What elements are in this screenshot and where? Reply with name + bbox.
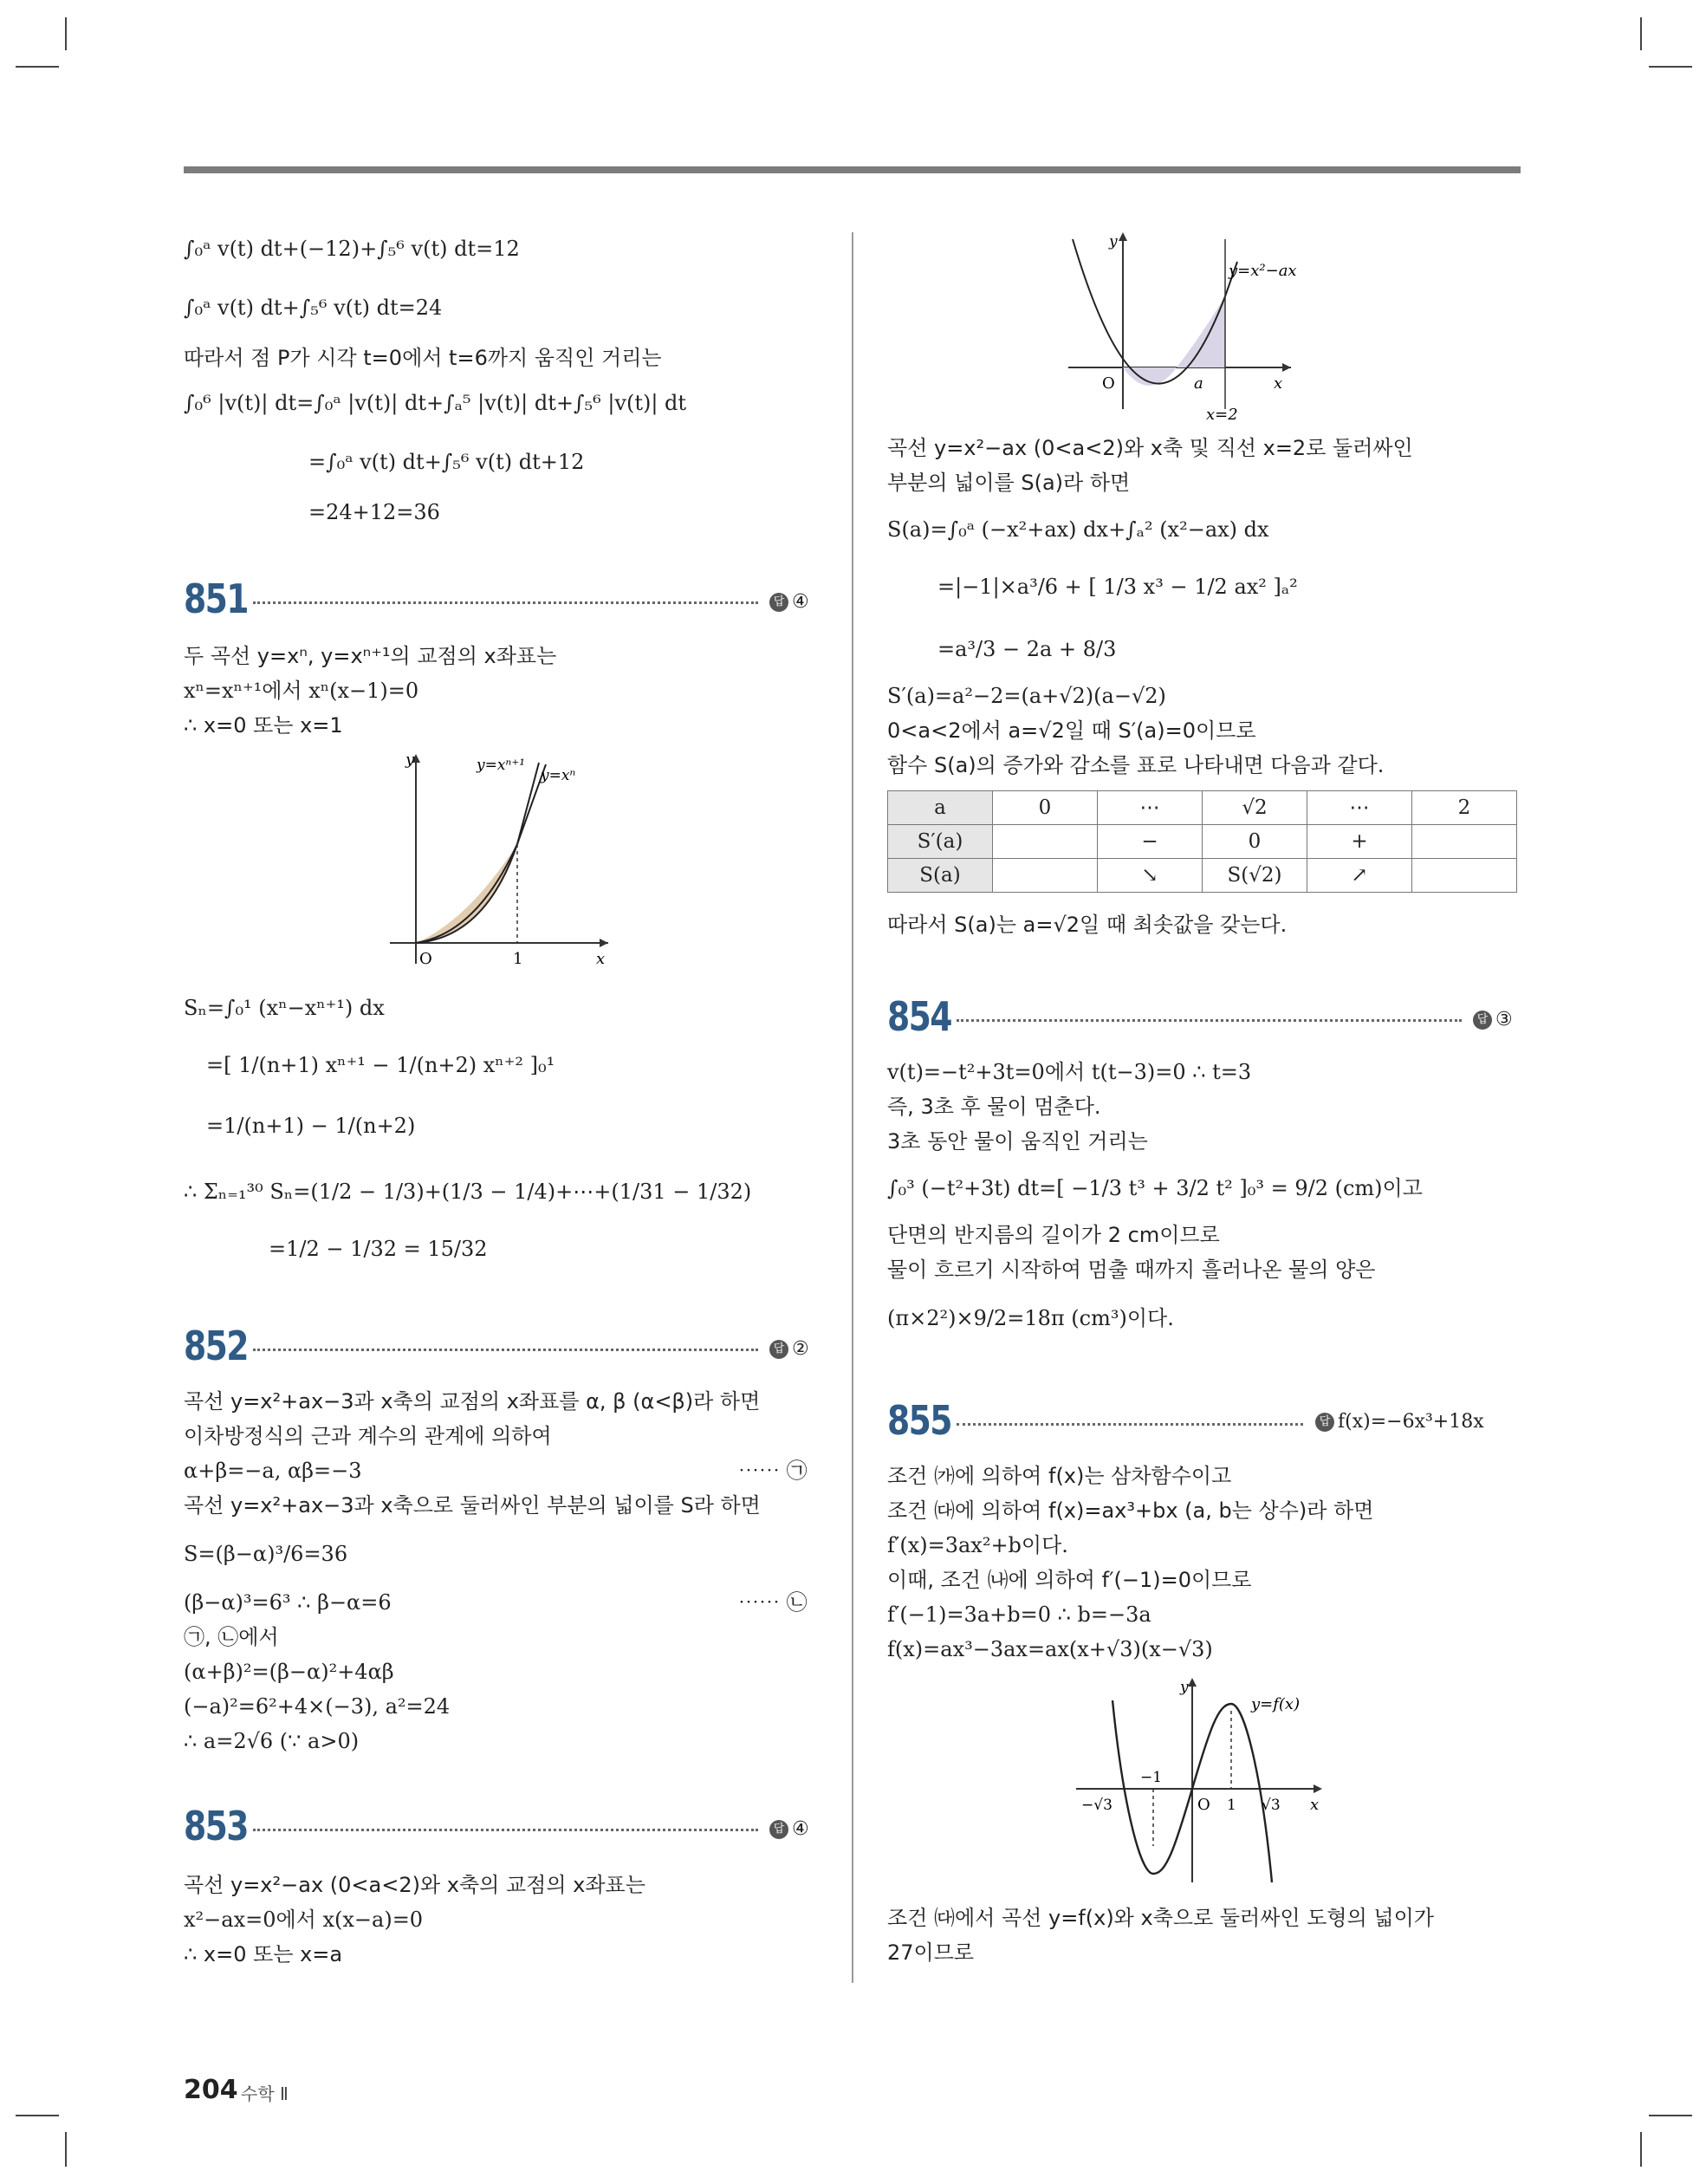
axis-label: x (1310, 1796, 1320, 1814)
math-line: ∫₀³ (−t²+3t) dt=[ −1/3 t³ + 3/2 t² ]₀³ = 9/2 (cm)이고 (887, 1176, 1423, 1200)
graph-853 (1064, 227, 1359, 428)
header-bar (184, 166, 1521, 173)
table-cell: √2 (1203, 791, 1307, 825)
line-label: x=2 (1206, 406, 1238, 424)
origin-label: O (1197, 1796, 1210, 1814)
text-line: 이때, 조건 ㈏에 의하여 f′(−1)=0이므로 (887, 1568, 1252, 1592)
math-line: ∫₀⁶ |v(t)| dt=∫₀ᵃ |v(t)| dt+∫ₐ⁵ |v(t)| dt+∫₅⁶ |v(t)| dt (184, 391, 687, 415)
axis-label: y (1180, 1679, 1189, 1696)
math-line: =∫₀ᵃ v(t) dt+∫₅⁶ v(t) dt+12 (308, 450, 585, 474)
text-line: 곡선 y=x²−ax (0<a<2)와 x축의 교점의 x좌표는 (184, 1873, 645, 1897)
table-cell: ↗ (1307, 859, 1412, 893)
origin-label: O (1102, 374, 1115, 393)
text-line: ㉠, ㉡에서 (184, 1625, 279, 1649)
table-cell (1412, 825, 1517, 859)
sign-table (887, 790, 1517, 893)
table-cell: − (1098, 825, 1203, 859)
math-line: x²−ax=0에서 x(x−a)=0 (184, 1908, 424, 1932)
math-line: α+β=−a, αβ=−3 (184, 1459, 362, 1483)
tick-label: 1 (513, 950, 523, 968)
answer-text: ② (792, 1338, 809, 1360)
crop-mark (1640, 17, 1642, 50)
tick-label: a (1194, 374, 1203, 393)
axis-label: x (596, 950, 606, 968)
math-line: S′(a)=a²−2=(a+√2)(a−√2) (887, 684, 1166, 708)
answer-badge (769, 1338, 809, 1360)
equation-mark: ⋯⋯ ㉠ (738, 1459, 808, 1483)
graph-855 (1071, 1674, 1348, 1889)
axis-label: y (405, 751, 415, 769)
table-row (888, 859, 1517, 893)
curve-label: y=f(x) (1251, 1695, 1301, 1713)
problem-number: 854 (887, 993, 951, 1040)
text-line: 단면의 반지름의 길이가 2 cm이므로 (887, 1223, 1220, 1247)
tick-label: 1 (1227, 1797, 1236, 1814)
origin-label: O (419, 950, 432, 968)
text-line: 따라서 점 P가 시각 t=0에서 t=6까지 움직인 거리는 (184, 346, 662, 370)
math-line: (β−α)³=6³ ∴ β−α=6 (184, 1590, 392, 1615)
text-line: 3초 동안 물이 움직인 거리는 (887, 1129, 1148, 1154)
table-row (888, 791, 1517, 825)
subject-label: 수학 Ⅱ (241, 2083, 289, 2104)
column-divider (852, 232, 853, 1983)
crop-mark (1649, 2115, 1692, 2116)
answer-icon: 답 (1315, 1413, 1334, 1432)
table-cell: + (1307, 825, 1412, 859)
math-line: (α+β)²=(β−α)²+4αβ (184, 1660, 394, 1684)
math-line: ∫₀ᵃ v(t) dt+∫₅⁶ v(t) dt=24 (184, 296, 443, 320)
problem-number: 852 (184, 1323, 248, 1369)
text-line: 곡선 y=x²+ax−3과 x축으로 둘러싸인 부분의 넓이를 S라 하면 (184, 1493, 761, 1518)
text-line: 조건 ㈐에 의하여 f(x)=ax³+bx (a, b는 상수)라 하면 (887, 1498, 1374, 1523)
math-line: xⁿ=xⁿ⁺¹에서 xⁿ(x−1)=0 (184, 679, 419, 703)
math-line: ∫₀ᵃ v(t) dt+(−12)+∫₅⁶ v(t) dt=12 (184, 237, 520, 261)
math-line: S=(β−α)³/6=36 (184, 1542, 348, 1566)
answer-text: ④ (792, 1818, 809, 1840)
leader-dots (957, 1423, 1303, 1426)
math-line: ∴ a=2√6 (∵ a>0) (184, 1729, 360, 1753)
math-line: =a³/3 − 2a + 8/3 (937, 637, 1117, 661)
answer-text: f(x)=−6x³+18x (1338, 1411, 1484, 1433)
text-line: 0<a<2에서 a=√2일 때 S′(a)=0이므로 (887, 718, 1256, 743)
answer-icon: 답 (1473, 1011, 1492, 1030)
math-line: (π×2²)×9/2=18π (cm³)이다. (887, 1306, 1174, 1330)
answer-badge (769, 1818, 809, 1840)
answer-icon: 답 (769, 1340, 788, 1359)
text-line: 즉, 3초 후 물이 멈춘다. (887, 1095, 1101, 1119)
math-line: (−a)²=6²+4×(−3), a²=24 (184, 1694, 451, 1719)
text-line: ∴ x=0 또는 x=a (184, 1942, 343, 1966)
leader-dots (253, 601, 758, 604)
text-line: 두 곡선 y=xⁿ, y=xⁿ⁺¹의 교점의 x좌표는 (184, 644, 557, 668)
crop-mark (16, 2115, 59, 2116)
text-line: 함수 S(a)의 증가와 감소를 표로 나타내면 다음과 같다. (887, 753, 1385, 777)
table-cell (1412, 859, 1517, 893)
text-line: 이차방정식의 근과 계수의 관계에 의하여 (184, 1424, 552, 1448)
problem-number: 851 (184, 575, 248, 622)
text-line: 부분의 넓이를 S(a)라 하면 (887, 471, 1131, 495)
crop-mark (65, 17, 67, 50)
crop-mark (65, 2132, 67, 2167)
axis-label: y (1109, 233, 1118, 250)
answer-text: ③ (1495, 1009, 1513, 1030)
text-line: 곡선 y=x²−ax (0<a<2)와 x축 및 직선 x=2로 둘러싸인 (887, 436, 1413, 460)
problem-number: 855 (887, 1397, 951, 1444)
text-line: 물이 흐르기 시작하여 멈출 때까지 흘러나온 물의 양은 (887, 1258, 1376, 1282)
text-line: 조건 ㈐에서 곡선 y=f(x)와 x축으로 둘러싸인 도형의 넓이가 (887, 1906, 1434, 1930)
table-cell: ⋯ (1307, 791, 1412, 825)
page-number: 204 (184, 2075, 238, 2105)
math-line: f(x)=ax³−3ax=ax(x+√3)(x−√3) (887, 1637, 1213, 1661)
math-line: Sₙ=∫₀¹ (xⁿ−xⁿ⁺¹) dx (184, 996, 385, 1020)
math-line: S(a)=∫₀ᵃ (−x²+ax) dx+∫ₐ² (x²−ax) dx (887, 517, 1269, 542)
table-cell: S(√2) (1203, 859, 1307, 893)
problem-number: 853 (184, 1803, 248, 1849)
table-cell (993, 859, 1098, 893)
leader-dots (253, 1349, 758, 1351)
leader-dots (957, 1019, 1462, 1022)
curve-label: y=xⁿ (541, 767, 576, 784)
table-cell: 0 (1203, 825, 1307, 859)
crop-mark (16, 66, 59, 68)
answer-badge (1473, 1009, 1513, 1030)
math-line: v(t)=−t²+3t=0에서 t(t−3)=0 ∴ t=3 (887, 1060, 1252, 1084)
graph-851 (381, 747, 615, 972)
table-cell: ↘ (1098, 859, 1203, 893)
table-cell: 0 (993, 791, 1098, 825)
leader-dots (253, 1829, 758, 1831)
math-line: ∴ Σₙ₌₁³⁰ Sₙ=(1/2 − 1/3)+(1/3 − 1/4)+⋯+(1/31 − 1/32) (184, 1180, 752, 1204)
table-row (888, 825, 1517, 859)
answer-icon: 답 (769, 593, 788, 612)
curve-label: y=x²−ax (1229, 262, 1297, 280)
table-cell: a (888, 791, 993, 825)
math-line: =[ 1/(n+1) xⁿ⁺¹ − 1/(n+2) xⁿ⁺² ]₀¹ (206, 1053, 555, 1077)
table-cell (993, 825, 1098, 859)
answer-icon: 답 (769, 1820, 788, 1839)
math-line: f′(−1)=3a+b=0 ∴ b=−3a (887, 1602, 1151, 1627)
tick-label: √3 (1262, 1797, 1281, 1814)
table-cell: 2 (1412, 791, 1517, 825)
equation-mark: ⋯⋯ ㉡ (738, 1590, 808, 1615)
math-line: =1/(n+1) − 1/(n+2) (206, 1114, 416, 1138)
text-line: ∴ x=0 또는 x=1 (184, 713, 343, 738)
text-line: 조건 ㈎에 의하여 f(x)는 삼차함수이고 (887, 1464, 1232, 1488)
text-line: 곡선 y=x²+ax−3과 x축의 교점의 x좌표를 α, β (α<β)라 하면 (184, 1389, 761, 1414)
math-line: =1/2 − 1/32 = 15/32 (269, 1237, 488, 1261)
answer-badge (769, 591, 809, 613)
math-line: =|−1|×a³/6 + [ 1/3 x³ − 1/2 ax² ]ₐ² (937, 575, 1298, 599)
crop-mark (1649, 66, 1692, 68)
curve-label: y=xⁿ⁺¹ (477, 757, 526, 774)
text-line: 27이므로 (887, 1940, 975, 1965)
table-cell: ⋯ (1098, 791, 1203, 825)
table-cell: S′(a) (888, 825, 993, 859)
math-line: =24+12=36 (308, 500, 440, 524)
axis-label: x (1274, 374, 1283, 393)
answer-text: ④ (792, 591, 809, 613)
math-line: f′(x)=3ax²+b이다. (887, 1533, 1068, 1557)
answer-badge (1315, 1411, 1484, 1433)
crop-mark (1640, 2132, 1642, 2167)
text-line: 따라서 S(a)는 a=√2일 때 최솟값을 갖는다. (887, 913, 1288, 937)
tick-label: −1 (1140, 1769, 1163, 1786)
tick-label: −√3 (1081, 1797, 1112, 1814)
table-cell: S(a) (888, 859, 993, 893)
